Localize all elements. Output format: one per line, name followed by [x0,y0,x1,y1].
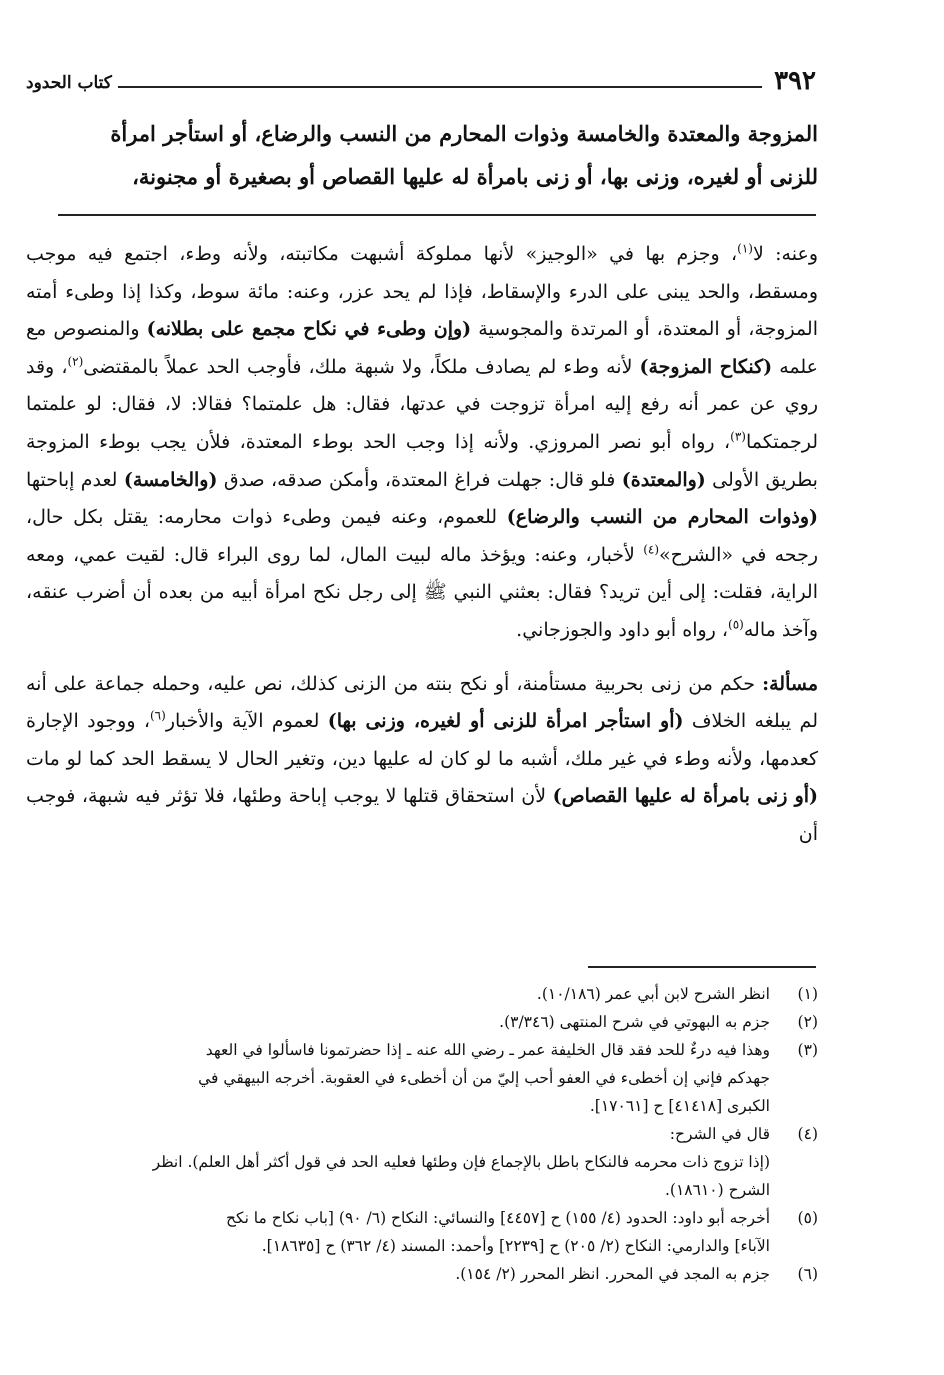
footnote-line: انظر الشرح لابن أبي عمر (١٠/١٨٦). [536,985,770,1003]
footnote-text [26,1036,770,1120]
matn-quote: (وذوات المحارم من النسب والرضاع) [506,506,818,529]
footnote [26,1260,818,1288]
text-run: ، رواه أبو داود والجوزجاني. [516,618,729,641]
footnote-number: (٣) [797,1041,818,1059]
footnote [26,1204,818,1260]
text-run: والمنصوص مع علمه [26,318,819,378]
footnote-line: جهدكم فإني إن أخطىء في العفو أحب إليّ من أن أخطىء في العقوبة. أخرجه البيهقي في [198,1069,770,1087]
footnote-line: جزم به المجد في المحرر. انظر المحرر (٢/ ١٥٤). [455,1265,770,1283]
chapter-title: كتاب الحدود [26,73,112,93]
footnote-line: الآباء] والدارمي: النكاح (٢/ ٢٠٥) ح [٢٢٣٩] وأحمد: المسند (٤/ ٣٦٢) ح [١٨٦٣٥]. [261,1237,770,1255]
matn-quote: (وإن وطىء في نكاح مجمع على بطلانه) [146,318,472,341]
text-run: لعدم إباحتها [26,468,124,491]
footnote-line: أخرجه أبو داود: الحدود (٤/ ١٥٥) ح [٤٤٥٧] والنسائي: النكاح (٦/ ٩٠) [باب نكاح ما نكح [226,1209,770,1227]
footnote-ref: (٤) [643,542,660,557]
footnote [26,1008,818,1036]
footnote-number: (١) [797,985,818,1003]
footnotes [26,980,818,1288]
footnote-number: (٤) [797,1125,818,1143]
footnote-ref: (٥) [728,617,744,632]
footnote-line: (إذا تزوج ذات محرمه فالنكاح باطل بالإجماع فإن وطئها فعليه الحد في قول أكثر أهل العلم). انظر [152,1153,770,1171]
masala-paragraph [26,666,818,854]
footnote-line: وهذا فيه درءٌ للحد فقد قال الخليفة عمر ـ رضي الله عنه ـ إذا حضرتمونا فاسألوا في العهد [205,1041,770,1059]
footnote-text [26,1008,770,1036]
footnote-text [26,1260,770,1288]
text-run: لأخبار، وعنه: ويؤخذ ماله لبيت المال، لما روى البراء قال: لقيت عمي، ومعه الراية، فقلت: إلى أين تريد؟ فقال: بعثني النبي ﷺ إلى رجل نكح امرأة أبيه من بعده أن أضرب عنقه، وآخذ ماله [26,543,818,641]
footnote [26,980,818,1008]
header-rule [118,86,762,88]
footnote-ref: (١) [737,241,753,256]
footnote-line: قال في الشرح: [669,1125,770,1143]
matn-line: للزنى أو لغيره، وزنى بها، أو زنى بامرأة له عليها القصاص أو بصغيرة أو مجنونة، [132,164,818,189]
footnote-divider [588,966,816,968]
matn-quote: (كنكاح المزوجة) [639,355,773,378]
commentary-paragraph [26,236,818,650]
text-run: ، وجزم بها في «الوجيز» لأنها مملوكة أشبهت مكاتبته، ولأنه وطء، اجتمع فيه موجب ومسقط، والحد يبنى على الدرء والإسقاط، فإذا لم يحد عزر، وعنه: مائة سوط، وكذا إذا وطىء أمته المزوجة، أو المعتدة، أو المرتدة والمجوسية [26,243,818,341]
text-run: فلو قال: جهلت فراغ المعتدة، وأمكن صدقه، صدق [217,468,622,491]
matn-line: المزوجة والمعتدة والخامسة وذوات المحارم من النسب والرضاع، أو استأجر امرأة [110,121,818,146]
footnote-line: الكبرى [٤١٤١٨] ح [١٧٠٦١]. [589,1097,770,1115]
footnote-ref: (٣) [730,429,746,444]
footnote [26,1036,818,1120]
masala-heading: مسألة: [762,672,818,695]
text-run: ، وقد روي عن عمر أنه رفع إليه امرأة تزوجت في عدتها، فقال: هل علمتما؟ فقالا: لا، فقال: لو علمتما لرجمتكما [26,355,818,453]
matn-quote: (أو زنى بامرأة له عليها القصاص) [552,785,819,808]
footnote-line: الشرح (١٨٦١٠). [664,1181,770,1199]
page-number: ٣٩٢ [774,66,816,96]
footnote-text [26,980,770,1008]
text-run: للعموم، وعنه فيمن وطىء ذوات محارمه: يقتل بكل حال، رجحه في «الشرح» [26,506,818,566]
text-run: ، رواه أبو نصر المروزي. ولأنه إذا وجب الحد بوطء المعتدة، فلأن يجب بوطء المزوجة بطريق الأولى [26,430,818,491]
matn-quote: (والخامسة) [123,468,218,491]
footnote [26,1120,818,1204]
text-run: لأنه وطء لم يصادف ملكاً، ولا شبهة ملك، فأوجب الحد عملاً بالمقتضى [83,355,640,378]
matn-text [26,112,818,198]
footnote-number: (٢) [797,1013,818,1031]
footnote-text [26,1120,770,1204]
matn-quote: (أو استأجر امرأة للزنى أو لغيره، وزنى بها) [327,710,684,733]
footnote-ref: (٢) [67,354,84,369]
footnote-ref: (٦) [149,708,166,723]
footnote-line: جزم به البهوتي في شرح المنتهى (٣/٣٤٦). [499,1013,770,1031]
text-run: لعموم الآية والأخبار [165,710,328,733]
footnote-number: (٥) [797,1209,818,1227]
matn-divider [58,214,816,216]
footnote-number: (٦) [797,1265,818,1283]
text-run: لأن استحقاق قتلها لا يوجب إباحة وطئها، فلا تؤثر فيه شبهة، فوجب أن [26,785,818,845]
commentary-text [26,236,818,854]
text-run: حكم من زنى بحربية مستأمنة، أو نكح بنته من الزنى كذلك، نص عليه، وحمله جماعة على أنه لم يبلغه الخلاف [26,672,818,733]
matn-quote: (والمعتدة) [621,468,706,491]
text-run: ، ووجود الإجارة كعدمها، ولأنه وطء في غير ملك، أشبه ما لو كان له عليها دين، وتغير الحال لا يسقط الحد كما لو مات [26,710,818,770]
footnote-text [26,1204,770,1260]
text-run: وعنه: لا [752,243,818,265]
page-header [26,58,816,94]
